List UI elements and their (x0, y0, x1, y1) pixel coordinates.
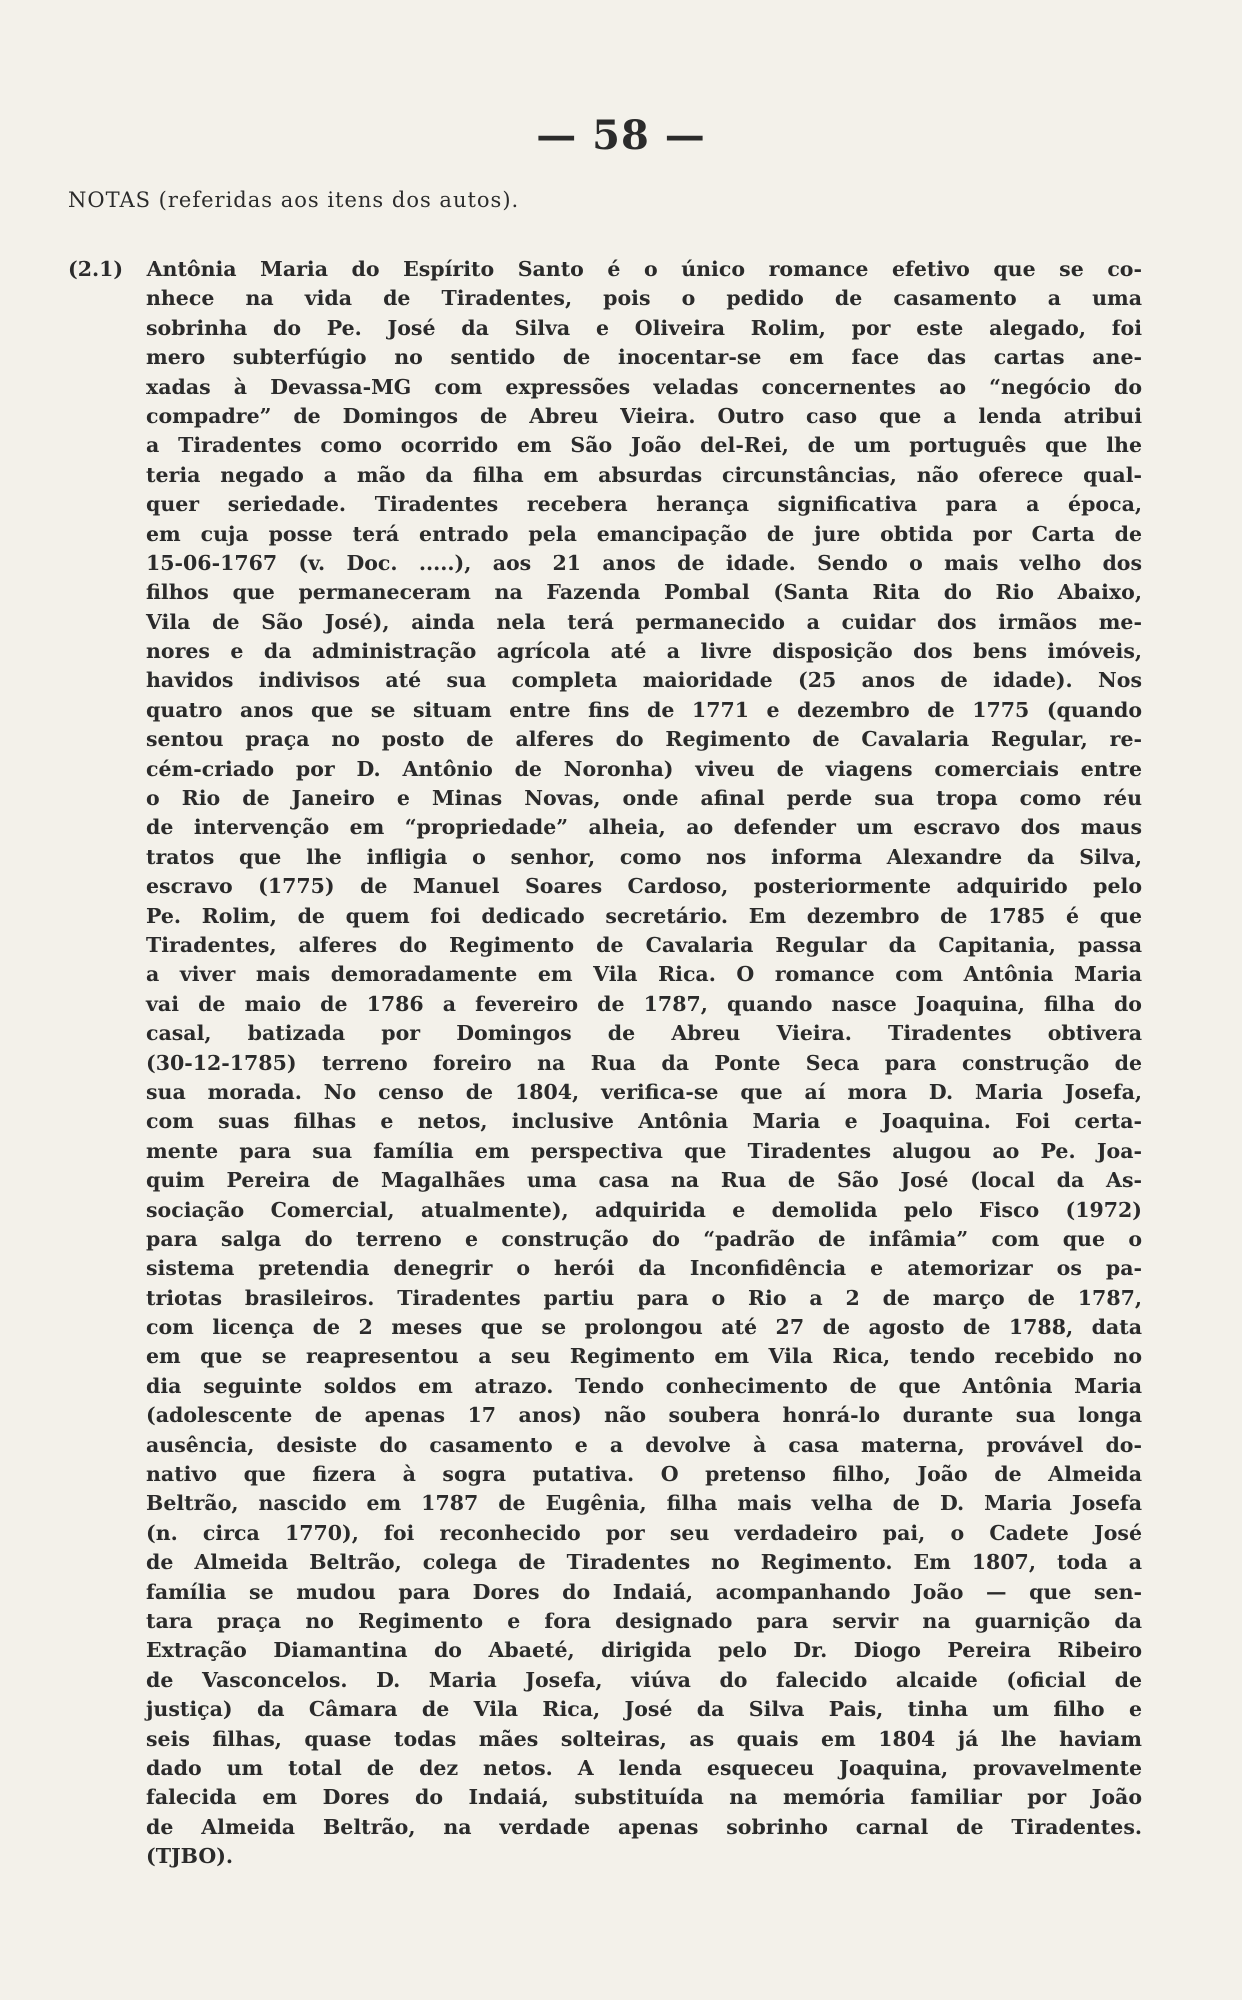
note-line: havidos indivisos até sua completa maioridade (25 anos de idade). Nos (146, 668, 1142, 693)
note-line: nores e da administração agrícola até a livre disposição dos bens imóveis, (146, 639, 1142, 664)
note-line: nhece na vida de Tiradentes, pois o pedido de casamento a uma (146, 286, 1142, 311)
note-line: Beltrão, nascido em 1787 de Eugênia, filha mais velha de D. Maria Josefa (146, 1491, 1142, 1516)
note-line: sociação Comercial, atualmente), adquirida e demolida pelo Fisco (1972) (146, 1197, 1142, 1222)
note-line: a Tiradentes como ocorrido em São João del-Rei, de um português que lhe (146, 433, 1142, 458)
note-line: quim Pereira de Magalhães uma casa na Rua de São José (local da As- (146, 1168, 1142, 1193)
note-line: o Rio de Janeiro e Minas Novas, onde afinal perde sua tropa como réu (146, 786, 1142, 811)
note-line: justiça) da Câmara de Vila Rica, José da Silva Pais, tinha um filho e (146, 1697, 1142, 1722)
note-line: ausência, desiste do casamento e a devolve à casa materna, provável do- (146, 1432, 1142, 1457)
note-line: sistema pretendia denegrir o herói da Inconfidência e atemorizar os pa- (146, 1256, 1142, 1281)
note-line: tara praça no Regimento e fora designado para servir na guarnição da (146, 1608, 1142, 1633)
page-number: — 58 — (536, 112, 706, 159)
note-line: (30-12-1785) terreno foreiro na Rua da Ponte Seca para construção de (146, 1050, 1142, 1075)
note-line: compadre” de Domingos de Abreu Vieira. Outro caso que a lenda atribui (146, 403, 1142, 428)
note-line: mente para sua família em perspectiva que Tiradentes alugou ao Pe. Joa- (146, 1138, 1142, 1163)
note-line: mero subterfúgio no sentido de inocentar-se em face das cartas ane- (146, 345, 1142, 370)
note-line: de Almeida Beltrão, na verdade apenas sobrinho carnal de Tiradentes. (146, 1814, 1142, 1839)
note-line: quer seriedade. Tiradentes recebera herança significativa para a época, (146, 492, 1142, 517)
note-line: Extração Diamantina do Abaeté, dirigida pelo Dr. Diogo Pereira Ribeiro (146, 1638, 1142, 1663)
note-line: família se mudou para Dores do Indaiá, acompanhando João — que sen- (146, 1579, 1142, 1604)
notes-heading: NOTAS (referidas aos itens dos autos). (68, 188, 520, 212)
note-line: casal, batizada por Domingos de Abreu Vieira. Tiradentes obtivera (146, 1021, 1142, 1046)
note-line: em cuja posse terá entrado pela emancipação de jure obtida por Carta de (146, 521, 1142, 546)
note-line: escravo (1775) de Manuel Soares Cardoso, posteriormente adquirido pelo (146, 874, 1142, 899)
note-line: de intervenção em “propriedade” alheia, ao defender um escravo dos maus (146, 815, 1142, 840)
note-line: sentou praça no posto de alferes do Regimento de Cavalaria Regular, re- (146, 727, 1142, 752)
note-line: com licença de 2 meses que se prolongou até 27 de agosto de 1788, data (146, 1315, 1142, 1340)
note-line: a viver mais demoradamente em Vila Rica. O romance com Antônia Maria (146, 962, 1142, 987)
note-line: (2.1) Antônia Maria do Espírito Santo é o único romance efetivo que se co- (68, 257, 1142, 281)
note-line: cém-criado por D. Antônio de Noronha) viveu de viagens comerciais entre (146, 756, 1142, 781)
note-line: 15-06-1767 (v. Doc. .....), aos 21 anos de idade. Sendo o mais velho dos (146, 550, 1142, 575)
note-line: falecida em Dores do Indaiá, substituída na memória familiar por João (146, 1785, 1142, 1810)
note-line: dia seguinte soldos em atrazo. Tendo conhecimento de que Antônia Maria (146, 1373, 1142, 1398)
note-line: (adolescente de apenas 17 anos) não soubera honrá-lo durante sua longa (146, 1403, 1142, 1428)
note-line: sua morada. No censo de 1804, verifica-se que aí mora D. Maria Josefa, (146, 1079, 1142, 1104)
note-line: filhos que permaneceram na Fazenda Pombal (Santa Rita do Rio Abaixo, (146, 580, 1142, 605)
note-line: nativo que fizera à sogra putativa. O pretenso filho, João de Almeida (146, 1462, 1142, 1487)
note-line: vai de maio de 1786 a fevereiro de 1787, quando nasce Joaquina, filha do (146, 991, 1142, 1016)
note-line: dado um total de dez netos. A lenda esqueceu Joaquina, provavelmente (146, 1755, 1142, 1780)
note-line: tratos que lhe infligia o senhor, como nos informa Alexandre da Silva, (146, 844, 1142, 869)
note-line: triotas brasileiros. Tiradentes partiu para o Rio a 2 de março de 1787, (146, 1285, 1142, 1310)
note-line: de Vasconcelos. D. Maria Josefa, viúva do falecido alcaide (oficial de (146, 1667, 1142, 1692)
note-line: xadas à Devassa-MG com expressões veladas concernentes ao “negócio do (146, 374, 1142, 399)
note-line: com suas filhas e netos, inclusive Antônia Maria e Joaquina. Foi certa- (146, 1109, 1142, 1134)
note-line: quatro anos que se situam entre fins de 1771 e dezembro de 1775 (quando (146, 697, 1142, 722)
note-line: para salga do terreno e construção do “padrão de infâmia” com que o (146, 1226, 1142, 1251)
note-line: Tiradentes, alferes do Regimento de Cavalaria Regular da Capitania, passa (146, 932, 1142, 957)
note-line: em que se reapresentou a seu Regimento em Vila Rica, tendo recebido no (146, 1344, 1142, 1369)
note-line: (n. circa 1770), foi reconhecido por seu verdadeiro pai, o Cadete José (146, 1520, 1142, 1545)
note-line: Vila de São José), ainda nela terá permanecido a cuidar dos irmãos me- (146, 609, 1142, 634)
note-line: teria negado a mão da filha em absurdas circunstâncias, não oferece qual- (146, 462, 1142, 487)
note-line: sobrinha do Pe. José da Silva e Oliveira Rolim, por este alegado, foi (146, 315, 1142, 340)
note-line: seis filhas, quase todas mães solteiras, as quais em 1804 já lhe haviam (146, 1726, 1142, 1751)
note-line: de Almeida Beltrão, colega de Tiradentes no Regimento. Em 1807, toda a (146, 1550, 1142, 1575)
note-line: (TJBO). (146, 1844, 234, 1869)
note-body (68, 255, 1142, 1871)
note-line: Pe. Rolim, de quem foi dedicado secretário. Em dezembro de 1785 é que (146, 903, 1142, 928)
